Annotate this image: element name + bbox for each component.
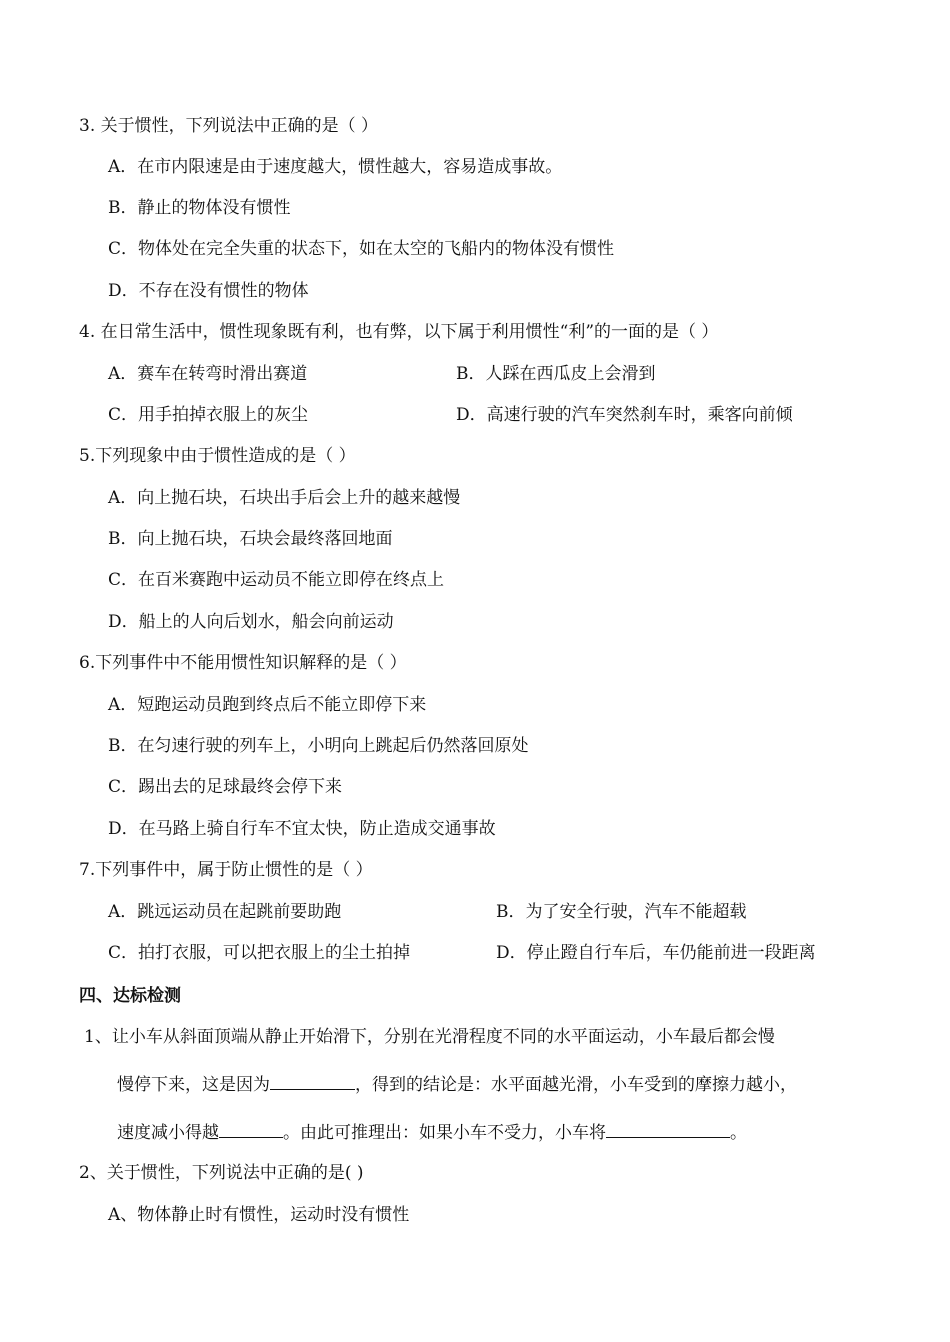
question-3-option-a: A．在市内限速是由于速度越大，惯性越大，容易造成事故。 bbox=[108, 157, 563, 177]
question-4-option-a: A．赛车在转弯时滑出赛道 bbox=[108, 364, 308, 384]
test-1-line-2 bbox=[117, 1072, 797, 1097]
question-6-stem: 6.下列事件中不能用惯性知识解释的是（ ） bbox=[79, 653, 407, 673]
question-3-option-d: D．不存在没有惯性的物体 bbox=[108, 281, 309, 301]
question-4-option-d: D．高速行驶的汽车突然刹车时，乘客向前倾 bbox=[456, 405, 793, 425]
question-7-option-a: A．跳远运动员在起跳前要助跑 bbox=[108, 902, 342, 922]
question-5-option-b: B．向上抛石块，石块会最终落回地面 bbox=[108, 529, 393, 549]
test-1-text-e: 。 bbox=[730, 1123, 747, 1143]
test-1-text-c: 速度减小得越 bbox=[117, 1123, 219, 1143]
answer-blank-1[interactable] bbox=[270, 1072, 355, 1090]
question-6-option-a: A．短跑运动员跑到终点后不能立即停下来 bbox=[108, 695, 427, 715]
question-6-option-b: B．在匀速行驶的列车上，小明向上跳起后仍然落回原处 bbox=[108, 736, 529, 756]
question-6-option-d: D．在马路上骑自行车不宜太快，防止造成交通事故 bbox=[108, 819, 496, 839]
question-7-option-b: B．为了安全行驶，汽车不能超载 bbox=[496, 902, 747, 922]
question-3-option-c: C．物体处在完全失重的状态下，如在太空的飞船内的物体没有惯性 bbox=[108, 239, 615, 259]
question-5-option-a: A．向上抛石块，石块出手后会上升的越来越慢 bbox=[108, 488, 461, 508]
question-7-option-c: C．拍打衣服，可以把衣服上的尘土拍掉 bbox=[108, 943, 411, 963]
question-7-option-d: D．停止蹬自行车后，车仍能前进一段距离 bbox=[496, 943, 816, 963]
test-1-line-1: 1、让小车从斜面顶端从静止开始滑下，分别在光滑程度不同的水平面运动，小车最后都会慢 bbox=[84, 1027, 775, 1047]
question-4-option-c: C．用手拍掉衣服上的灰尘 bbox=[108, 405, 309, 425]
question-4-option-b: B．人踩在西瓜皮上会滑到 bbox=[456, 364, 656, 384]
answer-blank-3[interactable] bbox=[606, 1120, 730, 1138]
test-1-line-3 bbox=[117, 1120, 747, 1145]
test-1-text-b: ，得到的结论是：水平面越光滑，小车受到的摩擦力越小， bbox=[355, 1075, 797, 1095]
section-heading: 四、达标检测 bbox=[79, 986, 181, 1006]
test-1-text-d: 。由此可推理出：如果小车不受力，小车将 bbox=[283, 1123, 606, 1143]
test-1-text-a: 慢停下来，这是因为 bbox=[117, 1075, 270, 1095]
question-4-stem: 4. 在日常生活中，惯性现象既有利，也有弊，以下属于利用惯性“利”的一面的是（ ） bbox=[79, 322, 719, 342]
test-2-stem: 2、关于惯性，下列说法中正确的是( ) bbox=[79, 1163, 364, 1183]
question-5-option-c: C．在百米赛跑中运动员不能立即停在终点上 bbox=[108, 570, 445, 590]
question-5-stem: 5.下列现象中由于惯性造成的是（ ） bbox=[79, 446, 356, 466]
test-2-option-a: A、物体静止时有惯性，运动时没有惯性 bbox=[108, 1205, 410, 1225]
question-3-stem: 3. 关于惯性，下列说法中正确的是（ ） bbox=[79, 116, 379, 136]
question-7-stem: 7.下列事件中，属于防止惯性的是（ ） bbox=[79, 860, 373, 880]
question-6-option-c: C．踢出去的足球最终会停下来 bbox=[108, 777, 343, 797]
question-3-option-b: B．静止的物体没有惯性 bbox=[108, 198, 291, 218]
answer-blank-2[interactable] bbox=[219, 1120, 283, 1138]
question-5-option-d: D．船上的人向后划水，船会向前运动 bbox=[108, 612, 394, 632]
